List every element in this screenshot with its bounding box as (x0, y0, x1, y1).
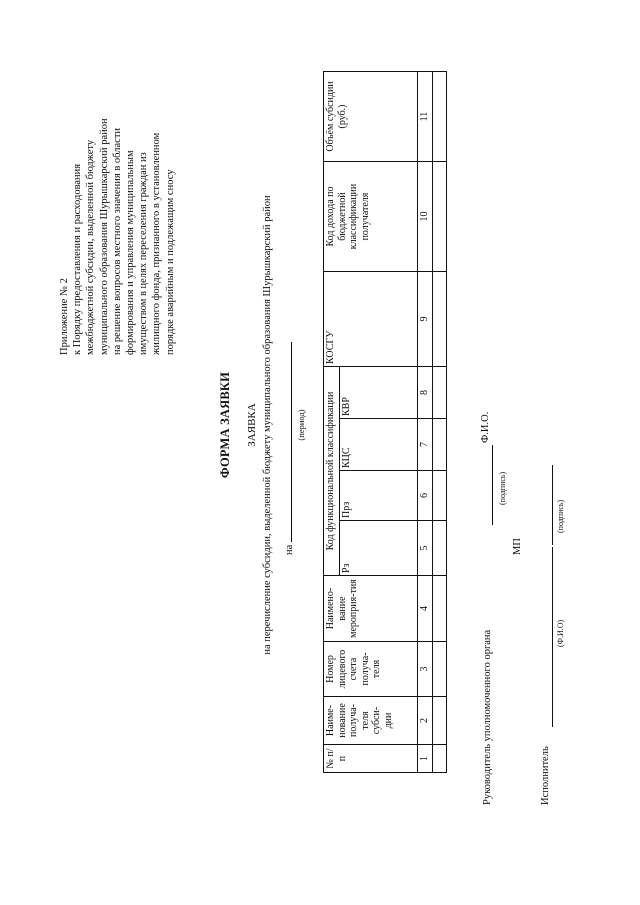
period-blank[interactable] (280, 342, 292, 542)
table-cell[interactable] (433, 576, 447, 642)
appendix-line: Приложение № 2 (59, 278, 70, 355)
table-number-row (418, 72, 433, 773)
table-cell[interactable] (433, 72, 447, 162)
header-prz: Прз (340, 471, 418, 521)
appendix-line: межбюджетной субсидии, выделенной бюджету (85, 139, 97, 355)
header-rz: Рз (340, 521, 418, 576)
table-cell[interactable] (433, 272, 447, 367)
appendix-line: муниципального образования Шурышкарский район (98, 118, 110, 355)
executor-signature-line[interactable] (540, 465, 553, 545)
head-signature-label: Руководитель уполномоченного органа (482, 629, 493, 805)
table-cell[interactable] (433, 471, 447, 521)
header-index: № п/п (324, 745, 418, 773)
header-kosgu: КОСГУ (324, 272, 418, 367)
column-number: 3 (418, 642, 433, 697)
table-cell[interactable] (433, 419, 447, 471)
header-functional-code: Код функциональной классификации (324, 367, 340, 576)
seal-place-label: МП (512, 538, 523, 555)
table-cell[interactable] (433, 162, 447, 272)
header-recipient: Наиме-нование получа-теля субси-дии (324, 697, 418, 745)
column-number: 7 (418, 419, 433, 471)
header-income-code: Код дохода по бюджетной классификации получателя (324, 162, 418, 272)
appendix-line: жилищного фонда, признанного в установленном (151, 132, 163, 355)
executor-name-line[interactable] (540, 547, 553, 727)
head-fio-label: Ф.И.О. (480, 411, 491, 443)
executor-name-caption: (Ф.И.О) (556, 619, 565, 647)
appendix-note (58, 15, 177, 355)
column-number: 10 (418, 162, 433, 272)
header-measure: Наимено-вание мероприя-тия (324, 576, 418, 642)
period-prefix: на (284, 544, 295, 555)
head-signature-line[interactable] (480, 445, 493, 525)
appendix-line: имуществом в целях переселения граждан из (138, 152, 150, 355)
appendix-line: формирования и управления муниципальным (125, 150, 137, 355)
table-cell[interactable] (433, 745, 447, 773)
head-signature-caption: (подпись) (498, 471, 507, 505)
column-number: 9 (418, 272, 433, 367)
header-subsidy-amount: Объём субсидии (руб.) (324, 72, 418, 162)
column-number: 8 (418, 367, 433, 419)
header-account: Номер лицевого счета получа-теля (324, 642, 418, 697)
appendix-line: к Порядку предоставления и расходования (72, 163, 84, 355)
table-row (433, 72, 447, 773)
column-number: 11 (418, 72, 433, 162)
table-cell[interactable] (433, 367, 447, 419)
period-caption: (период) (296, 409, 306, 441)
column-number: 1 (418, 745, 433, 773)
appendix-line: порядке аварийным и подлежащим сносу (164, 169, 176, 355)
column-number: 6 (418, 471, 433, 521)
application-heading: ЗАЯВКА (246, 403, 258, 447)
application-table-wrapper (323, 71, 447, 773)
table-cell[interactable] (433, 697, 447, 745)
header-kcs: КЦС (340, 419, 418, 471)
column-number: 5 (418, 521, 433, 576)
executor-label: Исполнитель (540, 746, 551, 805)
table-header-row (324, 72, 340, 773)
form-title: ФОРМА ЗАЯВКИ (218, 371, 232, 479)
appendix-line: на решение вопросов местного значения в области (111, 127, 123, 355)
table-cell[interactable] (433, 521, 447, 576)
column-number: 2 (418, 697, 433, 745)
header-kvr: КВР (340, 367, 418, 419)
application-subtitle: на перечисление субсидии, выделенной бюджету муниципального образования Шурышкарский район (262, 195, 273, 655)
column-number: 4 (418, 576, 433, 642)
application-table (323, 71, 447, 773)
executor-signature-caption: (подпись) (556, 499, 565, 533)
period-line (280, 295, 295, 555)
table-cell[interactable] (433, 642, 447, 697)
